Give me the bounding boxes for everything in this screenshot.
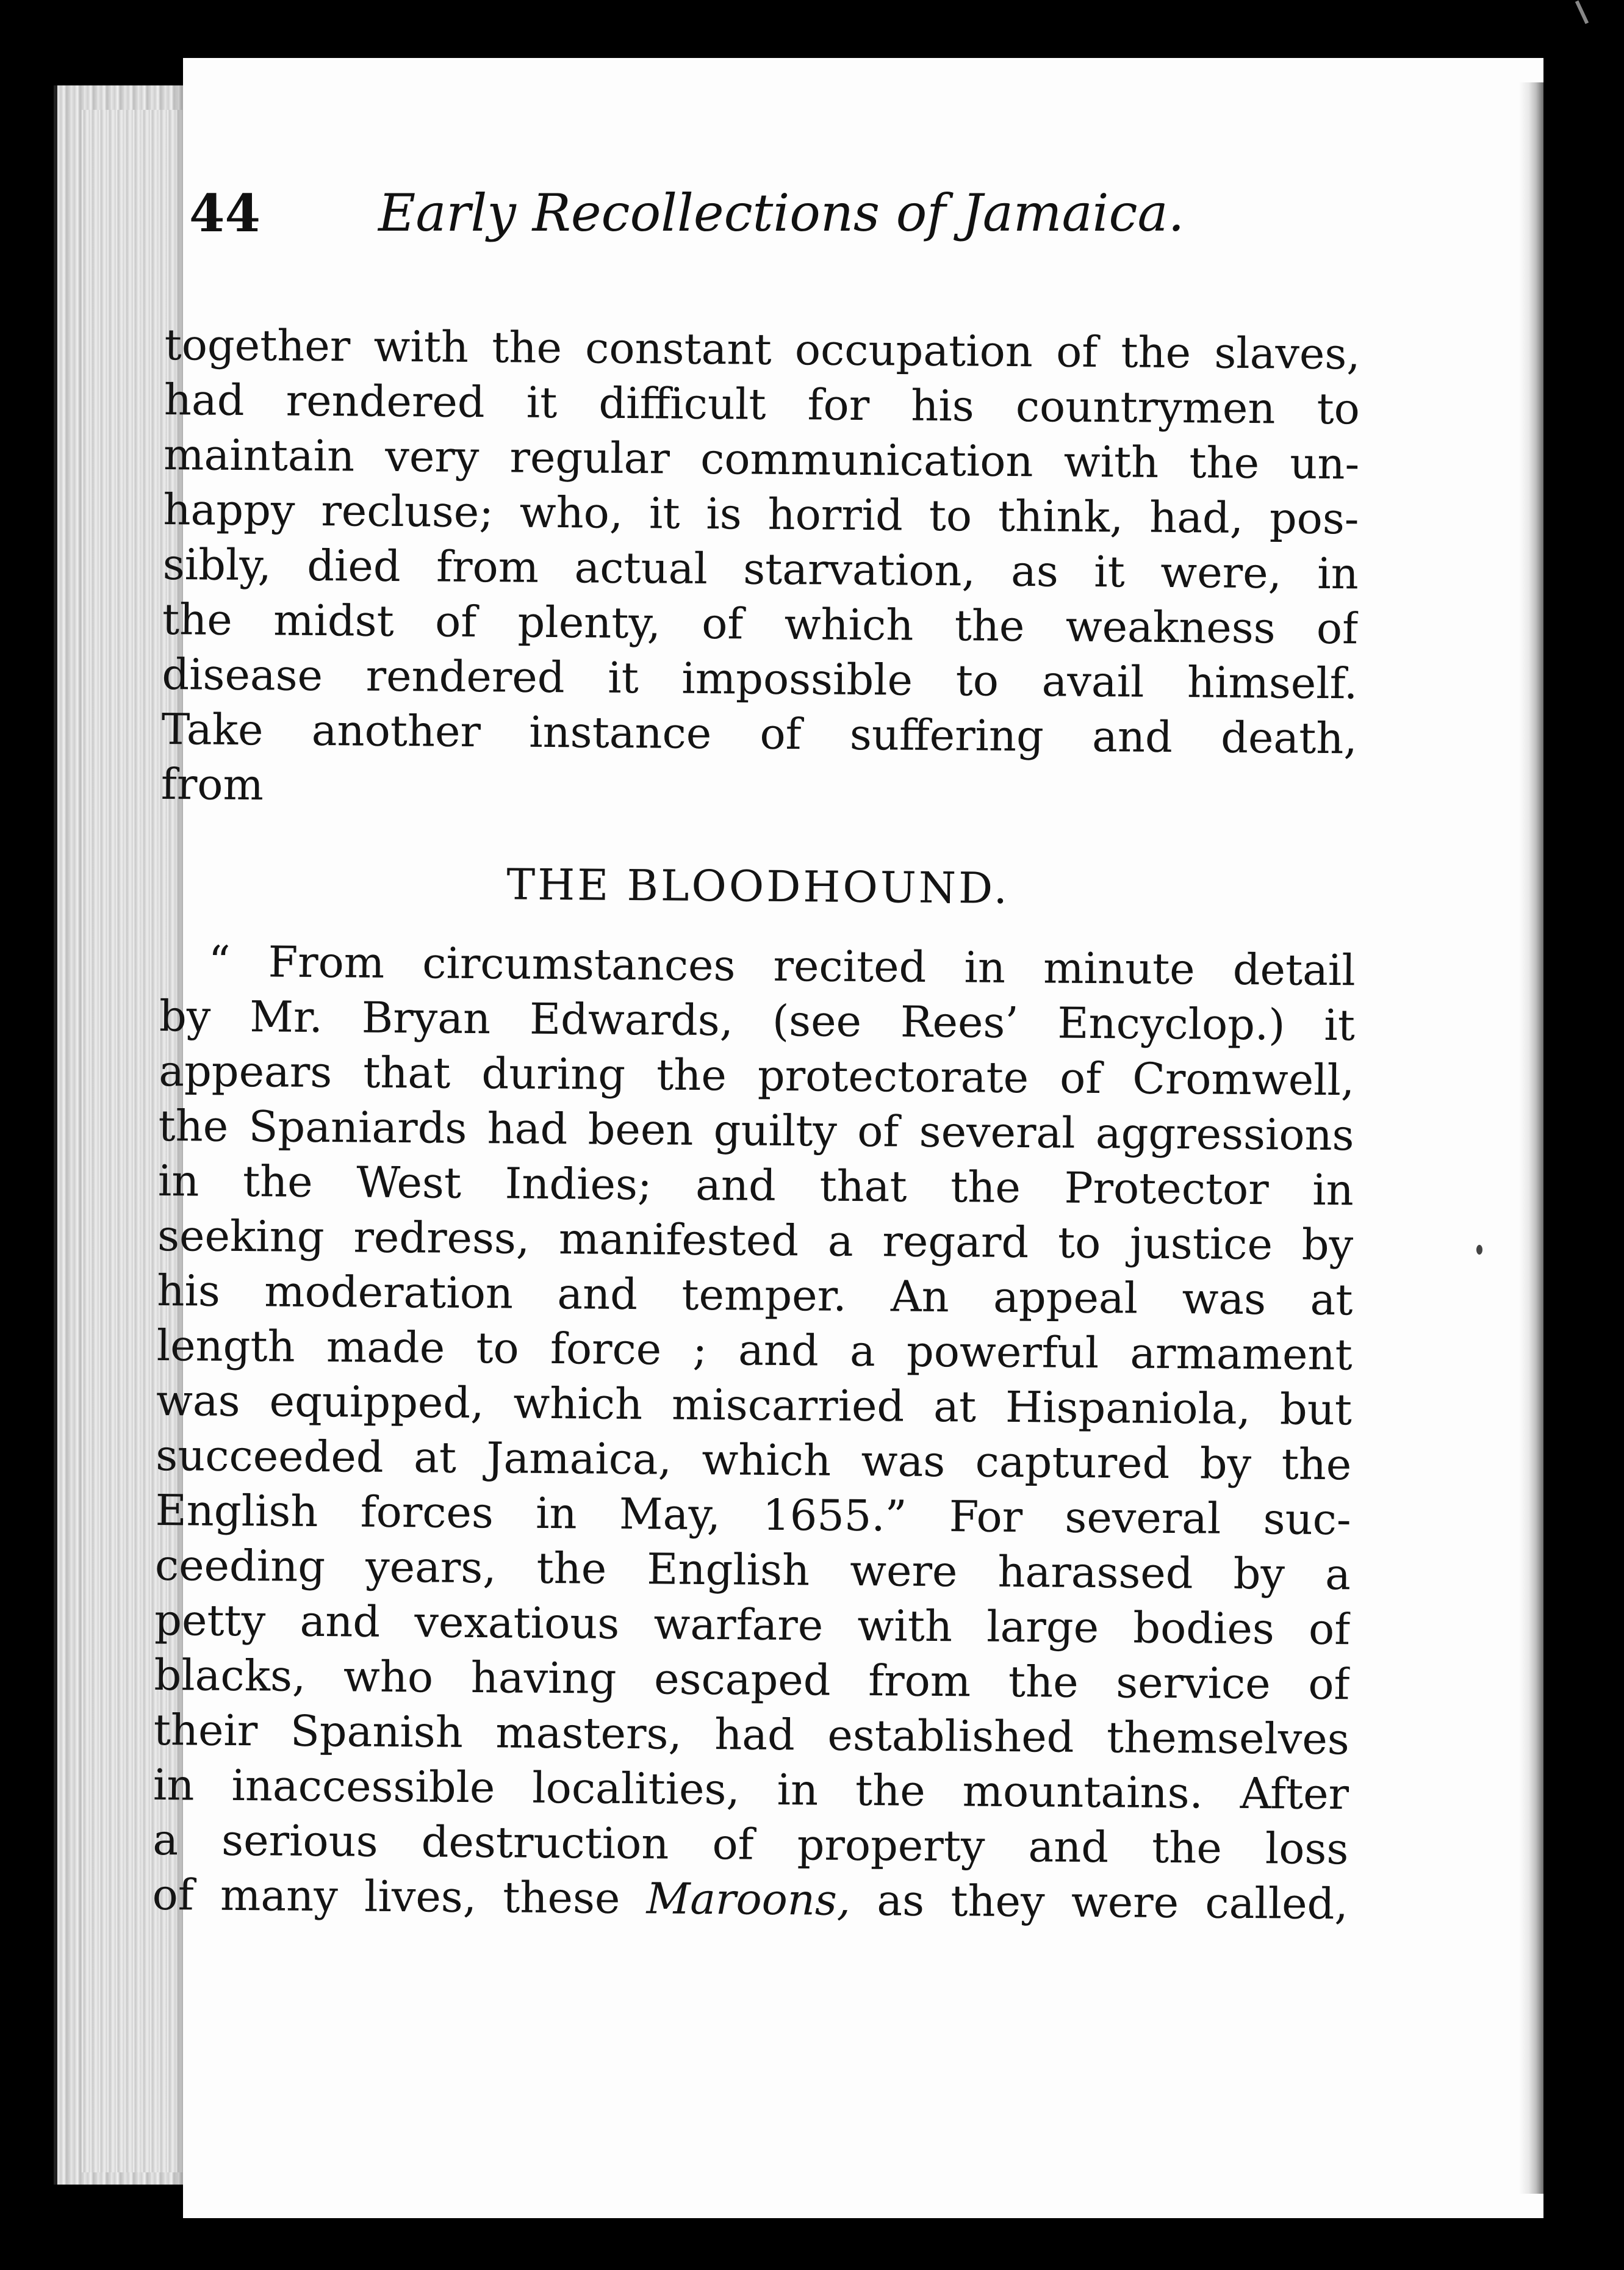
text-line: his moderation and temper. An appeal was at bbox=[157, 1265, 1353, 1325]
scan-mark bbox=[1575, 1, 1589, 24]
running-title: Early Recollections of Jamaica. bbox=[378, 183, 1185, 243]
text-line: was equipped, which miscarried at Hispaniola, but bbox=[156, 1375, 1353, 1435]
running-head bbox=[189, 177, 1214, 262]
text-run: of many lives, these bbox=[152, 1869, 647, 1924]
body-text bbox=[152, 317, 1360, 1931]
page-right-edge bbox=[1519, 82, 1543, 2194]
text-line: in inaccessible localities, in the mountains. After bbox=[153, 1759, 1349, 1820]
text-line: their Spanish masters, had established themselves bbox=[153, 1704, 1350, 1765]
section-heading: THE BLOODHOUND. bbox=[506, 859, 1010, 913]
text-line: English forces in May, 1655.” For several suc- bbox=[155, 1485, 1351, 1545]
text-line: by Mr. Bryan Edwards, (see Rees’ Encyclop.) it bbox=[159, 990, 1356, 1051]
text-line: appears that during the protectorate of Cromwell, bbox=[158, 1045, 1355, 1106]
text-run: as they were called, bbox=[850, 1875, 1348, 1930]
text-line: happy recluse; who, it is horrid to think, had, pos- bbox=[163, 484, 1359, 544]
text-line: maintain very regular communication with the un- bbox=[163, 429, 1360, 489]
text-line: from bbox=[160, 758, 264, 810]
text-line: petty and vexatious warfare with large bodies of bbox=[154, 1594, 1351, 1655]
text-line: ceeding years, the English were harassed by a bbox=[154, 1540, 1351, 1600]
text-line: together with the constant occupation of the slaves, bbox=[164, 319, 1360, 380]
text-line: seeking redress, manifested a regard to justice by bbox=[157, 1210, 1354, 1270]
text-line: a serious destruction of property and the loss bbox=[153, 1814, 1349, 1875]
text-line: succeeded at Jamaica, which was captured by the bbox=[156, 1430, 1352, 1490]
text-line: Take another instance of suffering and death, bbox=[161, 704, 1357, 764]
text-line: the Spaniards had been guilty of several aggressions bbox=[158, 1100, 1354, 1161]
text-line-last bbox=[152, 1867, 1348, 1931]
page-number: 44 bbox=[189, 183, 260, 243]
page-speck bbox=[1476, 1245, 1482, 1255]
text-line: disease rendered it impossible to avail himself. bbox=[162, 649, 1358, 709]
italic-term: Maroons, bbox=[646, 1873, 851, 1925]
text-line: length made to force ; and a powerful armament bbox=[156, 1320, 1353, 1380]
text-line: “ From circumstances recited in minute detail bbox=[208, 936, 1356, 996]
text-line: sibly, died from actual starvation, as it were, in bbox=[162, 539, 1359, 599]
text-line: blacks, who having escaped from the service of bbox=[154, 1649, 1350, 1710]
text-line: in the West Indies; and that the Protector in bbox=[157, 1155, 1354, 1216]
text-line: had rendered it difficult for his countrymen to bbox=[163, 374, 1360, 434]
text-line: the midst of plenty, of which the weakness of bbox=[162, 594, 1359, 654]
